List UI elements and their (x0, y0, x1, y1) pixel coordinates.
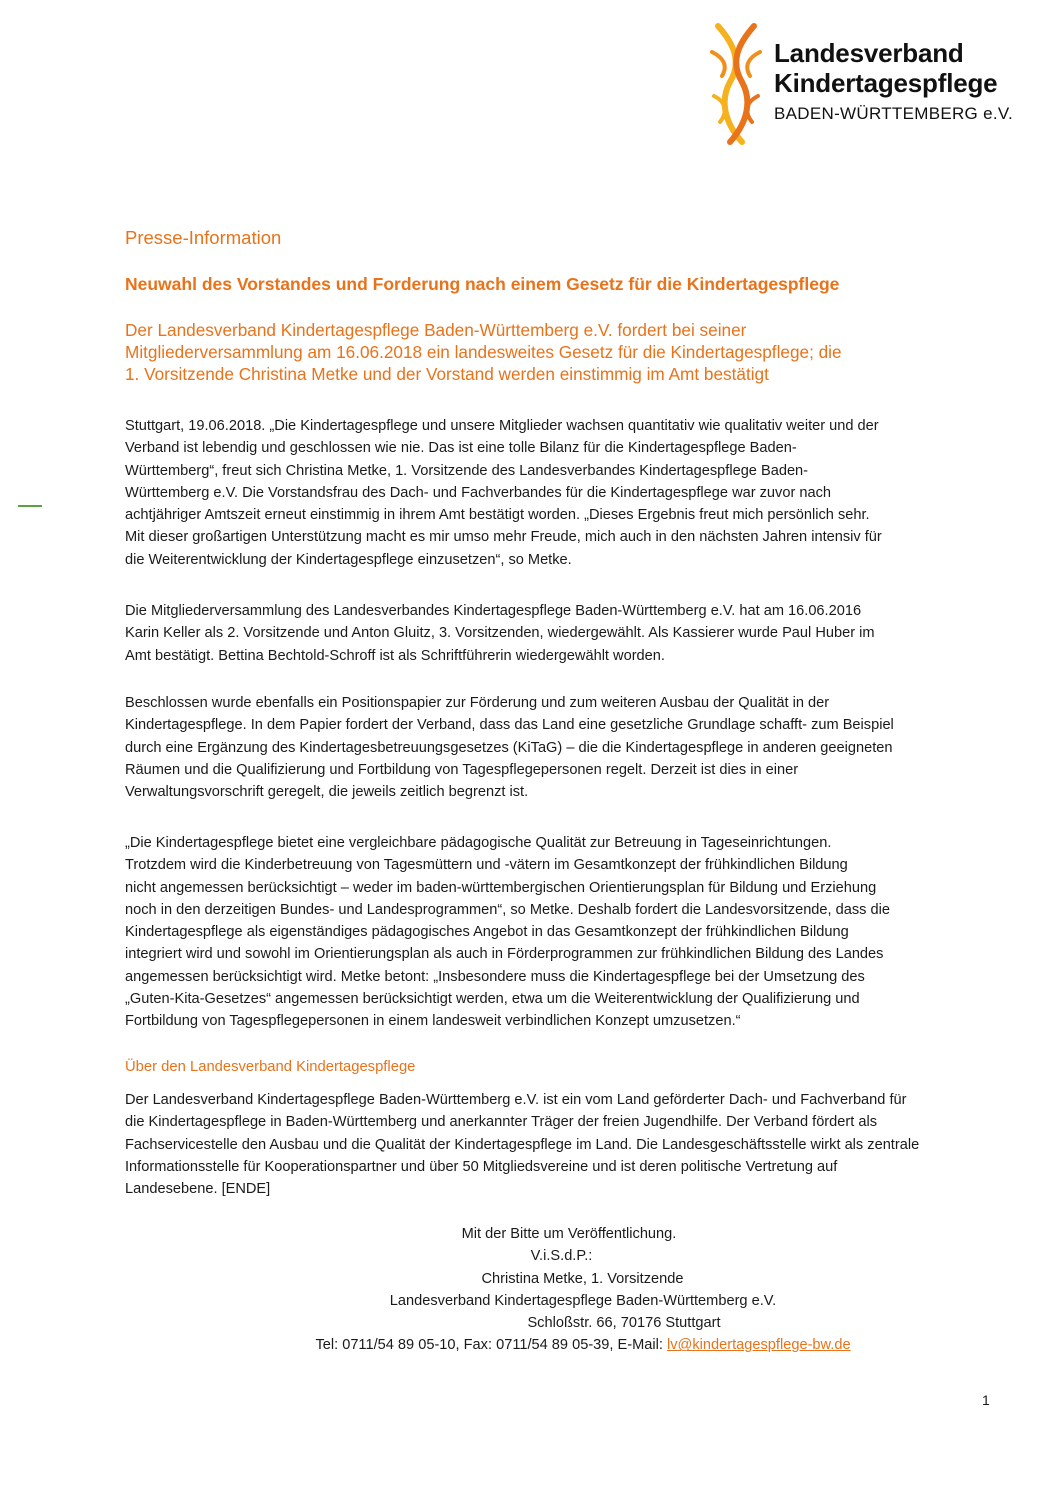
paragraph-line: Kindertagespflege. In dem Papier fordert der Verband, dass das Land eine gesetzliche Grundlage schafft- zum Beispiel (125, 717, 894, 734)
paragraph-line: Beschlossen wurde ebenfalls ein Positionspapier zur Förderung und zum weiteren Ausbau der Qualität in der (125, 695, 830, 711)
paragraph-line: achtjähriger Amtszeit erneut einstimmig in ihrem Amt bestätigt worden. „Dieses Ergebnis freut mich persönlich sehr. (125, 507, 870, 524)
paragraph-line: integriert wird und sowohl im Orientierungsplan als auch in Förderprogrammen zur frühkindlichen Bildung des Landes (125, 946, 884, 963)
about-paragraph (125, 1089, 1025, 1200)
postal-address: Schloßstr. 66, 70176 Stuttgart (527, 1315, 721, 1332)
contact-line (108, 1334, 1058, 1356)
paragraph-line: Informationsstelle für Kooperationspartner und über 50 Mitgliedsvereine und ist deren politische Vertretung auf (125, 1158, 838, 1175)
paragraph-line: Fortbildung von Tagespflegepersonen in einem landesweit verbindlichen Konzept umzusetzen.“ (125, 1013, 741, 1030)
contact-phone-fax: Tel: 0711/54 89 05-10, Fax: 0711/54 89 05-39, E-Mail: (315, 1337, 667, 1354)
paragraph-line: Amt bestätigt. Bettina Bechtold-Schroff ist als Schriftführerin wiedergewählt worden. (125, 647, 665, 664)
organization-name: Landesverband Kindertagespflege Baden-Württemberg e.V. (389, 1292, 777, 1309)
paragraph-line: Trotzdem wird die Kinderbetreuung von Tagesmüttern und -vätern im Gesamtkonzept der frühkindlichen Bildung (125, 857, 848, 874)
paragraph-line: Die Mitgliederversammlung des Landesverbandes Kindertagespflege Baden-Württemberg e.V. hat am 16.06.2016 (125, 603, 862, 619)
paragraph-line: Landesebene. [ENDE] (125, 1181, 271, 1198)
paragraph-line: Verband ist lebendig und geschlossen wie nie. Das ist eine tolle Bilanz für die Kindertagespflege Baden- (125, 440, 797, 457)
paragraph-line: Württemberg e.V. Die Vorstandsfrau des Dach- und Fachverbandes für die Kindertagespflege war zuvor nach (125, 484, 832, 501)
email-link[interactable]: lv@kindertagespflege-bw.de (667, 1337, 851, 1354)
about-section-title: Über den Landesverband Kindertagespflege (125, 1059, 416, 1075)
page-number: 1 (982, 1392, 990, 1408)
paragraph-line: Räumen und die Qualifizierung und Fortbildung von Tagespflegepersonen regelt. Derzeit ist dies in einer (125, 761, 799, 778)
paragraph-line: Der Landesverband Kindertagespflege Baden-Württemberg e.V. ist ein vom Land geförderter Dach- und Fachverband für (125, 1092, 907, 1108)
subheadline-line: Mitgliederversammlung am 16.06.2018 ein landesweites Gesetz für die Kindertagespflege; die (125, 342, 842, 362)
closing-block (0, 1223, 1058, 1357)
logo-text-line3: BADEN-WÜRTTEMBERG e.V. (774, 104, 1013, 123)
paragraph-line: Mit dieser großartigen Unterstützung macht es mir umso mehr Freude, mich auch in den nächsten Jahren intensiv für (125, 529, 882, 546)
paragraph-line: die Kindertagespflege in Baden-Württemberg und anerkannter Träger der freien Jugendhilfe. Der Verband fördert als (125, 1114, 878, 1131)
organization-logo (708, 22, 1028, 146)
subheadline-line: Der Landesverband Kindertagespflege Baden-Württemberg e.V. fordert bei seiner (125, 320, 747, 340)
logo-mark-icon (708, 22, 766, 146)
paragraph-line: Fachservicestelle den Ausbau und die Qualität der Kindertagespflege im Land. Die Landesgeschäftsstelle wirkt als zentrale (125, 1136, 920, 1153)
paragraph-line: Stuttgart, 19.06.2018. „Die Kindertagespflege und unsere Mitglieder wachsen quantitativ wie qualitativ weiter und der (125, 418, 879, 434)
paragraph-line: nicht angemessen berücksichtigt – weder im baden-württembergischen Orientierungsplan für Bildung und Erziehung (125, 879, 877, 896)
paragraph-line: Karin Keller als 2. Vorsitzende und Anton Gluitz, 3. Vorsitzenden, wiedergewählt. Als Kassierer wurde Paul Huber im (125, 625, 875, 642)
document-kicker: Presse-Information (125, 227, 282, 248)
logo-text-line1: Landesverband (774, 38, 964, 68)
paragraph-line: durch eine Ergänzung des Kindertagesbetreuungsgesetzes (KiTaG) – die die Kindertagespflege in anderen geeigneten (125, 739, 893, 756)
fold-mark (18, 505, 42, 507)
logo-text-line2: Kindertagespflege (774, 68, 998, 98)
body-paragraph-4 (125, 832, 1025, 1033)
paragraph-line: Verwaltungsvorschrift geregelt, die jeweils zeitlich begrenzt ist. (125, 784, 529, 801)
body-paragraph-2 (125, 600, 1025, 667)
headline: Neuwahl des Vorstandes und Forderung nach einem Gesetz für die Kindertagespflege (125, 274, 840, 294)
paragraph-line: „Guten-Kita-Gesetzes“ angemessen berücksichtigt werden, etwa um die Weiterentwicklung der Qualifizierung und (125, 991, 860, 1008)
paragraph-line: noch in den derzeitigen Bundes- und Landesprogrammen“, so Metke. Deshalb fordert die Landesvorsitzende, dass die (125, 901, 891, 918)
paragraph-line: die Weiterentwicklung der Kindertagespflege einzusetzen“, so Metke. (125, 551, 572, 568)
subheadline-line: 1. Vorsitzende Christina Metke und der Vorstand werden einstimmig im Amt bestätigt (125, 364, 769, 384)
subheadline (125, 319, 1005, 385)
paragraph-line: Württemberg“, freut sich Christina Metke, 1. Vorsitzende des Landesverbandes Kindertagespflege Baden- (125, 462, 809, 479)
paragraph-line: „Die Kindertagespflege bietet eine vergleichbare pädagogische Qualität zur Betreuung in Tageseinrichtungen. (125, 835, 832, 851)
visdp-label: V.i.S.d.P.: (530, 1248, 593, 1265)
responsible-person: Christina Metke, 1. Vorsitzende (481, 1270, 684, 1287)
paragraph-line: angemessen berücksichtigt wird. Metke betont: „Insbesondere muss die Kindertagespflege bei der Umsetzung des (125, 968, 865, 985)
body-paragraph-3 (125, 692, 1025, 803)
publication-request: Mit der Bitte um Veröffentlichung. (461, 1226, 677, 1242)
paragraph-line: Kindertagespflege als eigenständiges pädagogisches Angebot in das Gesamtkonzept der frühkindlichen Bildung (125, 924, 849, 941)
body-paragraph-1 (125, 415, 1025, 571)
